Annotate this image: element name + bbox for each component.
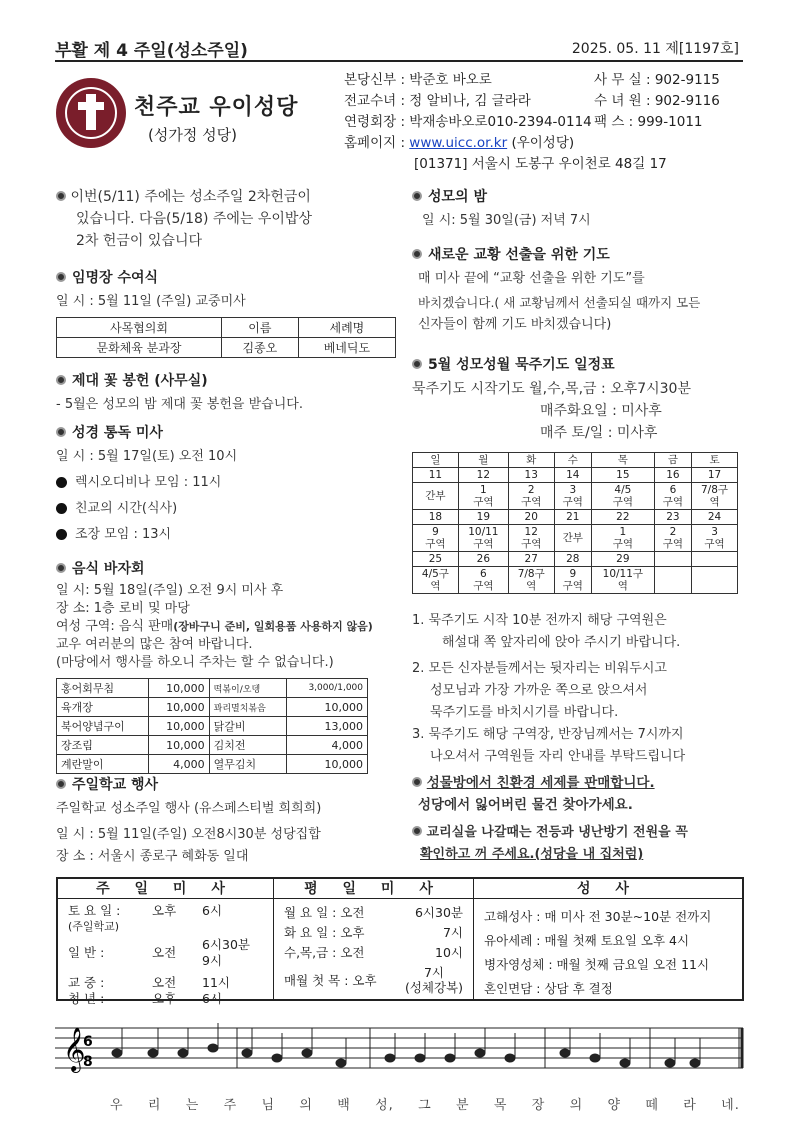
section-title: 5월 성모성월 묵주기도 일정표: [428, 357, 615, 373]
shop-notice: 성물방에서 친환경 세제를 판매합니다. 성당에서 잃어버린 물건 찾아가세요.: [412, 772, 744, 816]
section-bullet-icon: [56, 375, 66, 385]
homepage-link[interactable]: www.uicc.or.kr: [409, 135, 508, 151]
bullet-dot-icon: [56, 503, 67, 514]
parish-seal-logo: [56, 78, 126, 148]
section-bullet-icon: [56, 191, 66, 201]
contact-fax: 팩 스 : 999-1011: [594, 114, 703, 130]
contact-convent: 수 녀 원 : 902-9116: [594, 93, 720, 109]
melody-notes: [112, 1023, 700, 1067]
rosary-calendar-table: 일 월 화 수 목 금 토 11 12 13 14 15 16 17 간부 1 구역 2 구역 3 구역 4/5 구역 6 구역 7/8구 역 18 19 20 21 22 23 24 9 구역 10/11 구역 12 구역 간부 1 구역 2 구역 3 구역 25 26 27 28 29 4/5구 역 6 구역 7/8구 역 9 구역 10/11구 역: [412, 452, 738, 594]
issue-date: 2025. 05. 11 제[1197호]: [571, 41, 739, 57]
parish-name: 천주교 우이성당: [134, 95, 299, 120]
bullet-dot-icon: [56, 477, 67, 488]
appointment-table: 사목협의회 이름 세례명 문화체육 분과장 김종오 베네딕도: [56, 317, 396, 358]
header-bar: [55, 34, 743, 62]
section-bullet-icon: [412, 249, 422, 259]
section-title: 제대 꽃 봉헌 (사무실): [72, 373, 208, 389]
section-title: 새로운 교황 선출을 위한 기도: [428, 247, 610, 263]
section-bullet-icon: [412, 777, 422, 787]
contact-memorial: 연령회장 : 박재송바오로010-2394-0114: [344, 114, 592, 130]
rosary-section: 5월 성모성월 묵주기도 일정표 묵주기도 시작기도 월,수,목,금 : 오후7시30분 매주화요일 : 미사후 매주 토/일 : 미사후 일 월 화 수 목 금 토 11 12 13 14 15 16 17 간부 1 구역 2 구역 3 구역 4/5 구역 6 구역 7/8구 역 18 19 20 21 22 23 24 9 구역 10/11 구역 12 구역 간부 1 구역 2 구역 3 구역 25 26 27 28 29 4/5구 역 6 구역 7/8구 역 9 구역 10/11구 역: [412, 354, 744, 594]
svg-text:8: 8: [83, 1054, 93, 1070]
sacrament-column: 성 사 고해성사 : 매 미사 전 30분~10분 전까지 유아세례 : 매월 첫째 토요일 오후 4시 병자영성체 : 매월 첫째 금요일 오전 11시 혼인면담 : 상담 후 결정: [474, 879, 742, 999]
parish-subtitle: (성가정 성당): [148, 126, 237, 144]
section-bullet-icon: [412, 191, 422, 201]
address: [01371] 서울시 도봉구 우이천로 48길 17: [414, 156, 667, 172]
marian-night-section: 성모의 밤 일 시: 5월 30일(금) 저녁 7시: [412, 186, 744, 232]
classroom-notice: 교리실을 나갈때는 전등과 냉난방기 전원을 꼭 확인하고 꺼 주세요.(성당을 내 집처럼): [412, 822, 744, 866]
flowers-section: 제대 꽃 봉헌 (사무실) - 5월은 성모의 밤 제대 꽃 봉헌을 받습니다.: [56, 370, 396, 416]
issue-title: 부활 제 4 주일(성소주일): [55, 41, 248, 61]
appointment-section: 임명장 수여식 일 시 : 5월 11일 (주일) 교중미사 사목협의회 이름 세례명 문화체육 분과장 김종오 베네딕도: [56, 267, 396, 358]
bible-mass-section: 성경 통독 미사 일 시 : 5월 17일(토) 오전 10시 렉시오디비나 모임 : 11시 친교의 시간(식사) 조장 모임 : 13시: [56, 422, 396, 546]
treble-clef-icon: 𝄞: [63, 1027, 86, 1071]
bullet-dot-icon: [56, 529, 67, 540]
contact-pastor: 본당신부 : 박준호 바오로: [344, 72, 492, 88]
rosary-notes: 1. 묵주기도 시작 10분 전까지 해당 구역원은 해설대 쪽 앞자리에 앉아 주시기 바랍니다. 2. 모든 신자분들께서는 뒷자리는 비워두시고 성모님과 가장 가까운 쪽으로 앉으셔서 묵주기도를 바치시기를 바랍니다. 3. 묵주기도 해당 구역장, 반장님께서는 7시까지 나오셔서 구역원들 자리 안내를 부탁드립니다: [412, 613, 686, 764]
homepage-suffix: (우이성당): [507, 135, 575, 151]
section-bullet-icon: [56, 272, 66, 282]
bazaar-section: 음식 바자회 일 시: 5월 18일(주일) 오전 9시 미사 후 장 소: 1층 로비 및 마당 여성 구역: 음식 판매(장바구니 준비, 일회용품 사용하지 않음) 교우 여러분의 많은 참여 바랍니다. (마당에서 행사를 하오니 주차는 할 수 없습니다.) 홍어회무침 10,000 떡볶이/오뎅 3,000/1,000 육개장 10,000 꽈리멸치볶음 10,000 북어양념구이 10,000 닭갈비 13,000 장조림 10,000 김치전 4,000 계란말이 4,000 열무김치 10,000: [56, 558, 396, 774]
homepage-label: 홈페이지 :: [344, 135, 410, 151]
music-staff: [55, 1018, 745, 1078]
section-bullet-icon: [412, 359, 422, 369]
contact-sister: 전교수녀 : 정 알비나, 김 글라라: [344, 93, 531, 109]
section-title: 주일학교 행사: [72, 777, 159, 793]
contact-info: [344, 70, 744, 175]
section-title: 음식 바자회: [72, 561, 145, 577]
mass-schedule-box: [56, 877, 744, 1006]
section-title: 성모의 밤: [428, 189, 487, 205]
svg-text:6: 6: [83, 1034, 93, 1050]
sunday-school-section: 주일학교 행사 주일학교 성소주일 행사 (유스페스티벌 희희희) 일 시 : 5월 11일(주일) 오전8시30분 성당집합 장 소 : 서울시 종로구 혜화동 일대: [56, 774, 396, 868]
weekday-mass-column: 평 일 미 사 월 요 일 : 오전 6시30분 화 요 일 : 오후 7시 수,목,금 : 오전 10시 매월 첫 목 : 오후 7시 (성체강복): [274, 879, 474, 999]
section-bullet-icon: [56, 563, 66, 573]
collection-notice: 이번(5/11) 주에는 성소주일 2차헌금이 있습니다. 다음(5/18) 주에는 우이밥상 2차 헌금이 있습니다: [56, 186, 396, 252]
sunday-mass-column: 주 일 미 사 토 요 일 : 오후 6시 (주일학교) 일 반 : 오전 6시30분 9시 교 중 : 오전 11시 청 년 : 오후 6시: [58, 879, 274, 999]
section-bullet-icon: [56, 427, 66, 437]
hymn-lyrics: 우 리 는 주 님 의 백 성, 그 분 목 장 의 양 떼 라 네.: [110, 1098, 740, 1113]
pope-prayer-section: 새로운 교황 선출을 위한 기도 매 미사 끝에 “교황 선출을 위한 기도”를 바치겠습니다.( 새 교황님께서 선출되실 때까지 모든 신자들이 함께 기도 바치겠습니다): [412, 244, 744, 336]
section-bullet-icon: [412, 826, 422, 836]
contact-office: 사 무 실 : 902-9115: [594, 72, 720, 88]
section-bullet-icon: [56, 779, 66, 789]
bazaar-menu-table: 홍어회무침 10,000 떡볶이/오뎅 3,000/1,000 육개장 10,000 꽈리멸치볶음 10,000 북어양념구이 10,000 닭갈비 13,000 장조림 10,000 김치전 4,000 계란말이 4,000 열무김치 10,000: [56, 678, 368, 774]
section-title: 임명장 수여식: [72, 270, 159, 286]
section-title: 성경 통독 미사: [72, 425, 163, 441]
